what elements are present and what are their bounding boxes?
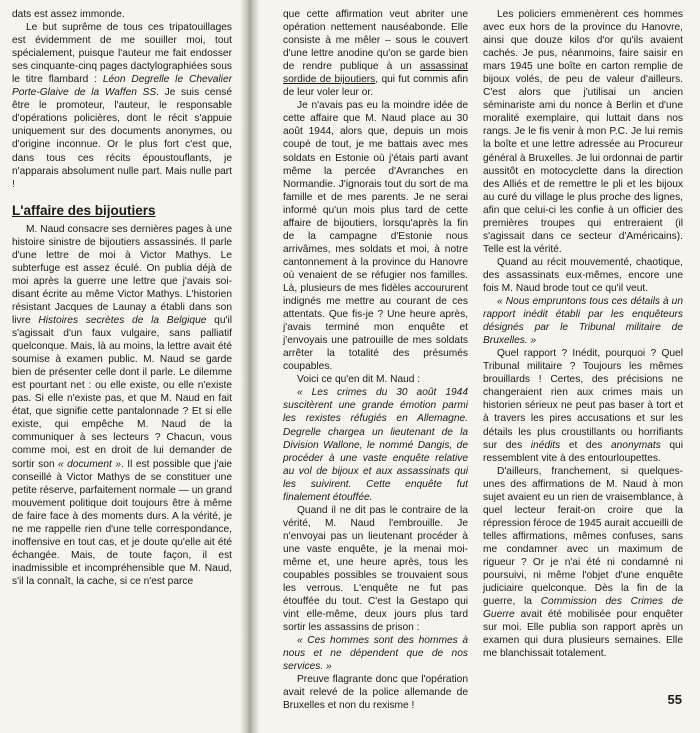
paragraph [12,21,232,191]
quote-text: « Les crimes du 30 août 1944 suscitèrent une grande émotion parmi les rexistes réfugiés en Allemagne. Degrelle chargea un lieutenant de la Division Wallone, le nommé Dangis, de procéder à une vaste enquête relative au vol de bijoux et aux assassinats qui les suivirent. Cette enquête fut finalement étouffée. [283,387,468,503]
book-title: Léon Degrelle le Chevalier Porte-Glaive de la Waffen SS [12,74,233,99]
book-title: Histoires secrètes de la Belgique [38,314,207,326]
text-run: M. Naud consacre ses dernières pages à une histoire sinistre de bijoutiers assassinés. Il parle d'une lettre de moi à Victor Mathys. Le subterfuge est assez éculé. On publia déjà de moi après la guerre une lettre que j'avais soi-disant écrite au même Victor Mathys. L'historien résistant Jacques de Launay a établi dans son livre [12,223,232,326]
quotation [283,386,468,503]
right-page-column-2 [483,8,683,660]
emphasis: « document » [58,458,121,470]
left-page-column [12,8,232,588]
text-run: avait été mobilisée pour enquêter sur moi. Elle publia son rapport après un examen qui dura plusieurs semaines. Elle me blanchissait totalement. [483,609,683,660]
text-run: Le but suprême de tous ces tripatouillages est évidemment de me souiller moi, tout spécialement, puisque l'auteur me fait endosser ses cinquante-cinq pages dactylographiées sous le titre flambard : [12,22,232,86]
paragraph: Preuve flagrante donc que l'opération avait relevé de la police allemande de Bruxelles et non du rexisme ! [283,674,468,712]
underlined-text: assassinat sordide de bijoutiers [283,61,468,86]
text-run: qu'il s'agissait d'un faux vulgaire, sans palliatif quelconque. Mais, là au moins, la lettre avait été soumise à examen public. M. Naud se garde bien de présenter celle dont il parle. Le dilemme est pourtant net : ou elle existe, ou elle n'existe pas. Si elle n'existe pas, et que M. Naud en fait état, que signifie cette pantalonnade ? Et si elle existe, qui empêche M. Naud de la communiquer à ses lecteurs ? Chacun, vous comme moi, est en droit de lui demander de sortir son [12,314,232,470]
section-heading: L'affaire des bijoutiers [12,202,156,218]
paragraph [483,347,683,464]
left-page [0,0,246,733]
paragraph: Je n'avais pas eu la moindre idée de cette affaire que M. Naud place au 30 août 1944, alors que, depuis un mois coupé de tout, je me battais avec mes soldats en Estonie où j'étais parti avant même la percée d'Avranches en Normandie. J'ignorais tout du sort de ma famille et de mes parents. Je ne serai informé qu'un mois plus tard de cette affaire de bijoutiers, lorsqu'après la fin de la campagne d'Estonie nous arrivâmes, mes soldats et moi, à notre cantonnement à la province du Hanovre où venaient de se réfugier nos familles. Là, plusieurs de mes fidèles accoururent indignés me mettre au courant de ces attentats. Que fis-je ? Une heure après, j'avais terminé mon enquête et j'envoyais une patrouille de mes soldats arrêter la totalité des présumés coupables. [283,100,468,373]
text-run: . Il est possible que j'aie conseillé à Victor Mathys de se constituer une petite réserve, parfaitement normale — un grand mouvement politique doit toujours être à même de faire face à des moments durs. A la vérité, je ne me rappelle rien d'une telle correspondance, inoffensive en tout cas, et je doute qu'elle ait été échangée. Mais, de toute façon, il est inadmissible et incompréhensible que M. Naud, s'il la connaît, la cache, si ce n'est parce [12,458,232,587]
paragraph: Voici ce qu'en dit M. Naud : [297,374,421,386]
emphasis: inédits [530,439,561,451]
paragraph: Quand au récit mouvementé, chaotique, des assassinats eux-mêmes, encore une fois M. Naud brode tout ce qu'il veut. [483,256,683,294]
text-run: Quel rapport ? Inédit, pourquoi ? Quel Tribunal militaire ? Toujours les mêmes brouillards ! Certes, des précisions ne changeraient rien aux crimes mais un historien sérieux ne peut pas baser à tort et à travers les pires accusations et sur les détails les plus croustillants ou horrifiants sur des [483,348,683,451]
paragraph: Quand il ne dit pas le contraire de la vérité, M. Naud l'embrouille. Je n'envoyai pas un lieutenant procéder à une vaste enquête, je la menai moi-même et, une heure après, tous les coupables possibles se trouvaient sous les verrous. L'enquête ne fut pas étouffée du tout. C'est la Gestapo qui vint elle-même, deux jours plus tard sortir les assassins de prison : [283,504,468,634]
text-run: que cette affirmation veut abriter une opération nettement nauséabonde. Elle consiste à me mêler – sous le couvert d'une lettre anodine qu'on se garde bien de rendre publique à un [283,9,468,73]
right-page-column-1 [283,8,468,713]
text-run: D'ailleurs, franchement, si quelques-unes des affirmations de M. Naud à mon sujet avaient eu un rien de vraisemblance, à quel lecteur ferait-on croire que la répression féroce de 1945 aurait accueilli de telles affirmations, mêmes confuses, sans me condamner avec un maximum de rigueur ? Or je n'ai été ni condamné ni poursuivi, ni même l'objet d'une enquête judiciaire quelconque. Dès la fin de la guerre, la [483,465,683,608]
paragraph: Les policiers emmenèrent ces hommes avec eux hors de la province du Hanovre, ainsi que douze kilos d'or qu'ils avaient cachés. Je pus, néanmoins, faire saisir en mars 1945 une boîte en carton remplie de bijoux volés, de peu de valeur d'ailleurs. C'est alors que j'utilisai un ancien séminariste ami du nonce à Berlin et d'une moralité exemplaire, qui luttait dans nos rangs. Je le fis venir à mon P.C. Je lui remis la boîte et une lettre adressée au Procureur général à Bruxelles. Je lui ordonnai de partir aussitôt en motocyclette dans la direction des Alliés et de remettre le pli et les bijoux au curé du village le plus proche des lignes, afin que celui-ci les confie à un officier des premières troupes qui entreraient (il s'agissait dans ce secteur d'Américains). Telle est la vérité. [483,9,683,255]
paragraph: dats est assez immonde. [12,9,125,20]
paragraph [483,465,683,661]
paragraph [283,8,468,99]
emphasis: anonymats [610,439,661,451]
right-page [254,0,700,733]
text-run: et des [560,439,611,451]
book-gutter [240,0,260,733]
quote-text: « Nous empruntons tous ces détails à un rapport inédit établi par les enquêteurs désignés par le Tribunal militaire de Bruxelles. » [483,296,683,347]
text-run: , qui fut commis afin de leur voler leur or. [283,74,468,99]
quotation [483,295,683,347]
text-run: . Je suis censé être le promoteur, l'auteur, le responsable d'opérations policières, dont le récit s'appuie uniquement sur des documents anonymes, ou d'origine inconnue. Or le plus fort c'est que, dans tous ces récits époustouflants, je n'apparais absolument nulle part. Mais nulle part ! [12,87,232,190]
paragraph [12,223,232,588]
quotation [283,634,468,673]
emphasis: Commission des Crimes de Guerre [483,596,683,621]
text-run: qui ressemblent vite à des entourloupettes. [483,439,683,464]
quote-text: « Ces hommes sont des hommes à nous et ne dépendent que de nos services. » [283,635,468,673]
page-number: 55 [667,692,682,707]
